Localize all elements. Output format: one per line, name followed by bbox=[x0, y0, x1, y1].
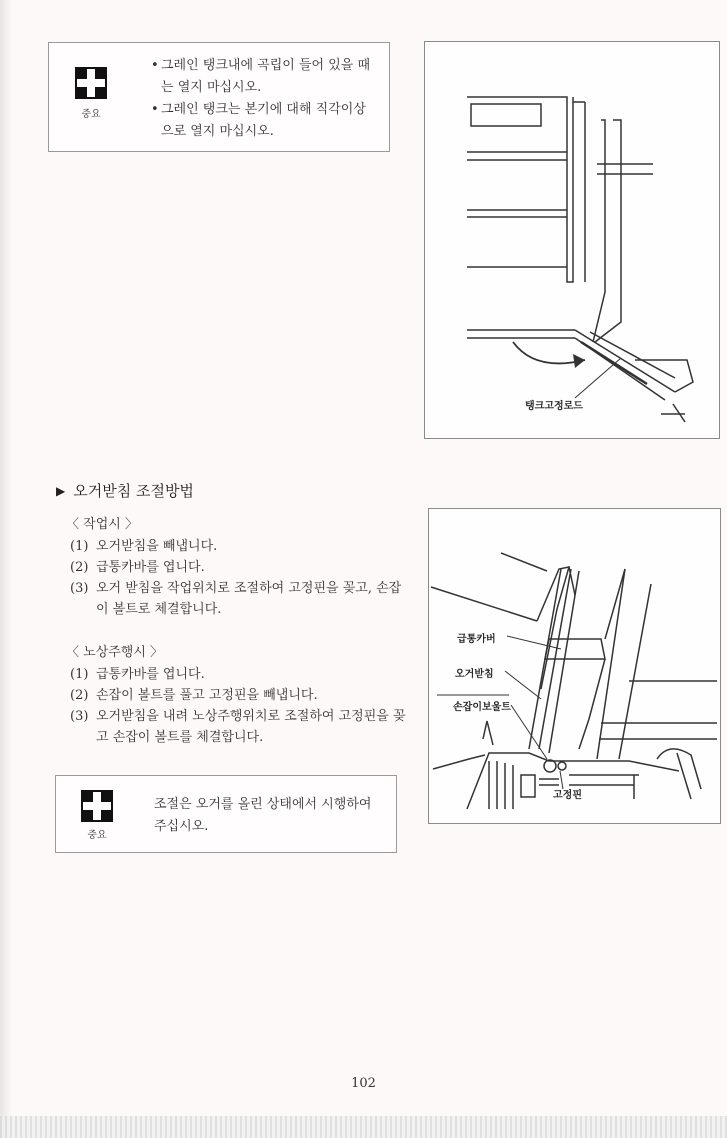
play-triangle-icon: ▶ bbox=[56, 483, 66, 498]
figure-auger-support bbox=[428, 508, 721, 824]
notice-bullet-2: • 그레인 탱크는 본기에 대해 직각이상으로 열지 마십시오. bbox=[151, 99, 376, 143]
road-step: (3) 오거받침을 내려 노상주행위치로 조절하여 고정핀을 꽂고 손잡이 볼트를 체결합니다. bbox=[70, 709, 406, 745]
work-step: (3) 오거 받침을 작업위치로 조절하여 고정핀을 꽂고, 손잡이 볼트로 체결합니다. bbox=[70, 581, 402, 617]
section-title: 오거받침 조절방법 bbox=[73, 482, 194, 500]
work-step: (2) 급통카바를 엽니다. bbox=[70, 560, 205, 575]
callout-pin: 고정핀 bbox=[553, 790, 582, 801]
callout-cover: 급통카버 bbox=[457, 634, 496, 645]
callout-bolt: 손잡이보울트 bbox=[453, 702, 511, 713]
important-label: 중요 bbox=[87, 830, 107, 841]
important-cross-icon bbox=[81, 790, 113, 822]
notice-bullets bbox=[151, 55, 376, 143]
road-step: (1) 급통카바를 엽니다. bbox=[70, 667, 205, 682]
notice-important-top bbox=[48, 42, 390, 152]
figure-tank-rod bbox=[424, 41, 720, 439]
scan-edge-strip bbox=[0, 1116, 727, 1138]
section-heading bbox=[56, 480, 194, 501]
notice-bottom-text: 조절은 오거를 올린 상태에서 시행하여 주십시오. bbox=[154, 797, 372, 834]
important-label: 중요 bbox=[81, 109, 101, 120]
tank-rod-illustration bbox=[425, 42, 719, 438]
work-steps bbox=[70, 536, 410, 620]
page-number: 102 bbox=[351, 1076, 376, 1091]
auger-support-illustration bbox=[429, 509, 720, 823]
road-step: (2) 손잡이 볼트를 풀고 고정핀을 빼냅니다. bbox=[70, 688, 318, 703]
notice-important-bottom bbox=[55, 775, 397, 853]
page-edge-shadow bbox=[0, 0, 12, 1138]
road-subheading: 〈 노상주행시 〉 bbox=[66, 645, 164, 660]
important-cross-icon bbox=[75, 67, 107, 99]
callout-tank-rod: 탱크고정로드 bbox=[525, 401, 583, 412]
notice-bullet-1: • 그레인 탱크내에 곡립이 들어 있을 때는 열지 마십시오. bbox=[151, 55, 376, 99]
work-step: (1) 오거받침을 빼냅니다. bbox=[70, 539, 218, 554]
callout-support: 오거받침 bbox=[455, 669, 494, 680]
work-subheading: 〈 작업시 〉 bbox=[66, 517, 138, 532]
road-steps bbox=[70, 664, 410, 748]
